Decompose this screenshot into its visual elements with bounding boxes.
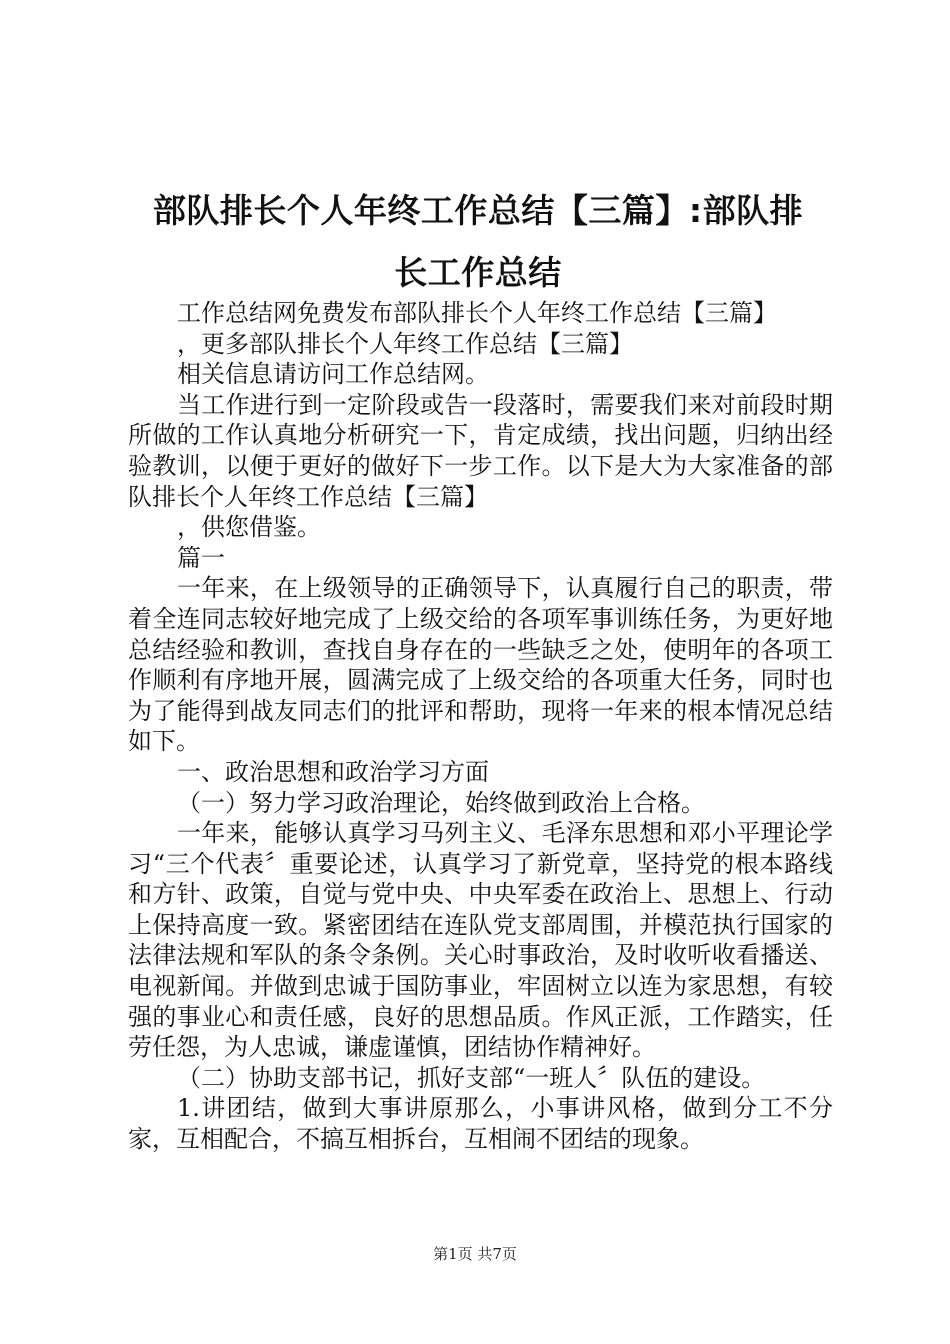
- subheading-theory-study: （一）努力学习政治理论，始终做到政治上合格。: [177, 788, 705, 817]
- subheading-party-branch: （二）协助支部书记，抓好支部“一班人〞队伍的建设。: [177, 1063, 766, 1092]
- section-heading-part-one: 篇一: [177, 543, 225, 572]
- section-heading-politics: 一、政治思想和政治学习方面: [177, 757, 489, 786]
- intro-paragraph-1: 工作总结网免费发布部队排长个人年终工作总结【三篇】: [177, 299, 777, 327]
- title-line-1: 部队排长个人年终工作总结【三篇】:部队排: [152, 191, 804, 230]
- document-title: [128, 180, 828, 304]
- preface-closing: ，供您借鉴。: [177, 513, 321, 542]
- theory-study-paragraph: 一年来，能够认真学习马列主义、毛泽东思想和邓小平理论学习“三个代表〞重要论述，认真学习了新党章，坚持党的根本路线和方针、政策，自觉与党中央、中央军委在政治上、思想上、行动上保持高度一致。紧密团结在连队党支部周围，并模范执行国家的法律法规和军队的条令条例。关心时事政治，及时收听收看播送、电视新闻。并做到忠诚于国防事业，牢固树立以连为家思想，有较强的事业心和责任感，良好的思想品质。作风正派，工作踏实，任劳任怨，为人忠诚，谦虚谨慎，团结协作精神好。: [128, 819, 833, 1062]
- title-line-2: 长工作总结: [394, 253, 562, 292]
- unity-paragraph: 1.讲团结，做到大事讲原那么，小事讲风格，做到分工不分家，互相配合，不搞互相拆台，互相闹不团结的现象。: [128, 1094, 833, 1154]
- summary-paragraph: 一年来，在上级领导的正确领导下，认真履行自己的职责，带着全连同志较好地完成了上级交给的各项军事训练任务，为更好地总结经验和教训，查找自身存在的一些缺乏之处，使明年的各项工作顺利有序地开展，圆满完成了上级交给的各项重大任务，同时也为了能得到战友同志们的批评和帮助，现将一年来的根本情况总结如下。: [128, 574, 833, 756]
- intro-paragraph-3: 相关信息请访问工作总结网。: [177, 360, 489, 389]
- document-body: [128, 298, 833, 1155]
- page-footer: 第1页 共7页: [433, 1245, 517, 1263]
- intro-paragraph-2: ，更多部队排长个人年终工作总结【三篇】: [177, 329, 633, 358]
- preface-paragraph: 当工作进行到一定阶段或告一段落时，需要我们来对前段时期所做的工作认真地分析研究一下，肯定成绩，找出问题，归纳出经验教训，以便于更好的做好下一步工作。以下是大为大家准备的部队排长个人年终工作总结【三篇】: [128, 390, 833, 511]
